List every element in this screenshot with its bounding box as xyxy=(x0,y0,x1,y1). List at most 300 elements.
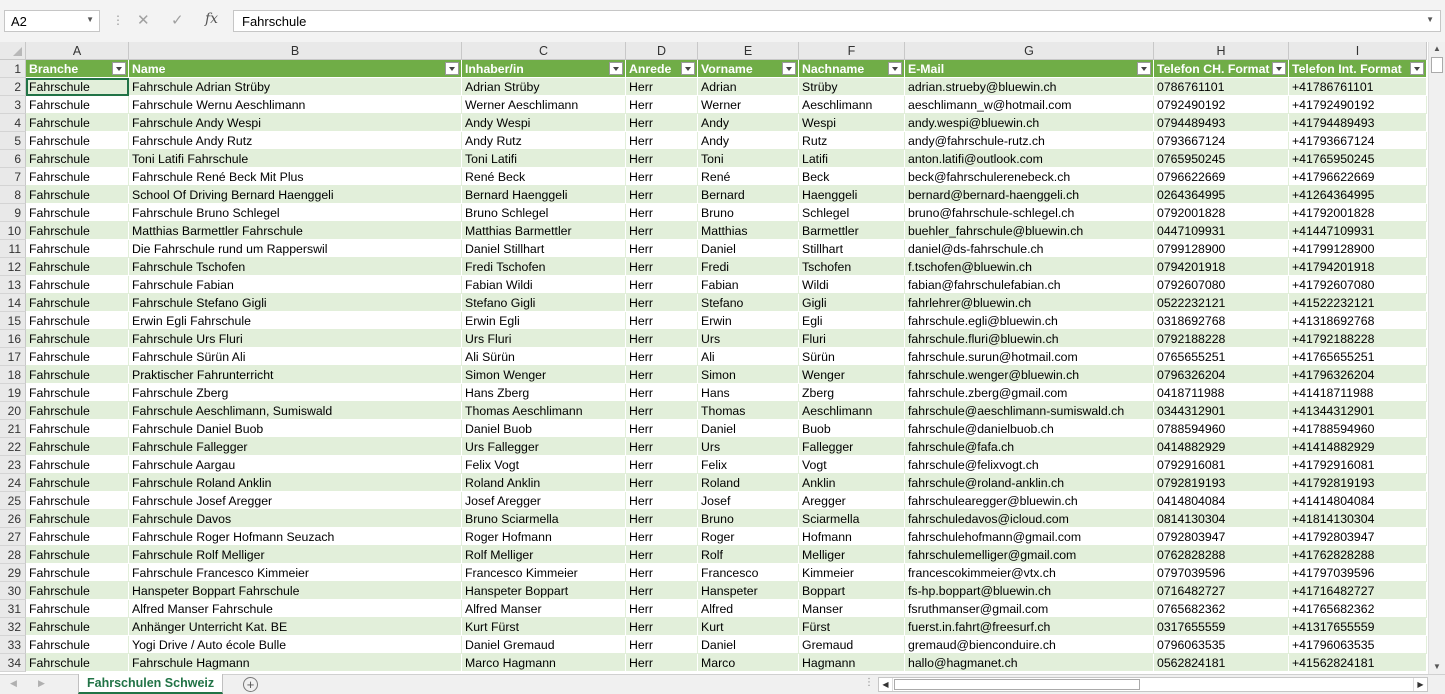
cell-h10[interactable]: 0447109931 xyxy=(1154,222,1289,240)
cell-g23[interactable]: fahrschule@felixvogt.ch xyxy=(905,456,1154,474)
cell-f30[interactable]: Boppart xyxy=(799,582,905,600)
row-number[interactable]: 29 xyxy=(0,564,26,582)
cell-i23[interactable]: +41792916081 xyxy=(1289,456,1427,474)
cell-e7[interactable]: René xyxy=(698,168,799,186)
cell-c3[interactable]: Werner Aeschlimann xyxy=(462,96,626,114)
cell-c7[interactable]: René Beck xyxy=(462,168,626,186)
cell-b31[interactable]: Alfred Manser Fahrschule xyxy=(129,600,462,618)
row-number[interactable]: 9 xyxy=(0,204,26,222)
cell-c19[interactable]: Hans Zberg xyxy=(462,384,626,402)
cell-a17[interactable]: Fahrschule xyxy=(26,348,129,366)
header-cell-e-mail[interactable] xyxy=(905,60,1154,78)
row-number[interactable]: 2 xyxy=(0,78,26,96)
spreadsheet-grid[interactable] xyxy=(0,42,1428,674)
row-number[interactable]: 20 xyxy=(0,402,26,420)
scroll-right-icon[interactable]: ▶ xyxy=(1413,678,1427,691)
row-number[interactable]: 1 xyxy=(0,60,26,78)
cell-i13[interactable]: +41792607080 xyxy=(1289,276,1427,294)
cell-c29[interactable]: Francesco Kimmeier xyxy=(462,564,626,582)
cell-i8[interactable]: +41264364995 xyxy=(1289,186,1427,204)
cell-a9[interactable]: Fahrschule xyxy=(26,204,129,222)
cell-b15[interactable]: Erwin Egli Fahrschule xyxy=(129,312,462,330)
cell-b29[interactable]: Fahrschule Francesco Kimmeier xyxy=(129,564,462,582)
cell-b8[interactable]: School Of Driving Bernard Haenggeli xyxy=(129,186,462,204)
cell-a11[interactable]: Fahrschule xyxy=(26,240,129,258)
row-number[interactable]: 18 xyxy=(0,366,26,384)
name-box[interactable] xyxy=(4,10,100,32)
cell-b20[interactable]: Fahrschule Aeschlimann, Sumiswald xyxy=(129,402,462,420)
cell-a16[interactable]: Fahrschule xyxy=(26,330,129,348)
cell-g26[interactable]: fahrschuledavos@icloud.com xyxy=(905,510,1154,528)
cell-h18[interactable]: 0796326204 xyxy=(1154,366,1289,384)
cell-d20[interactable]: Herr xyxy=(626,402,698,420)
cell-d3[interactable]: Herr xyxy=(626,96,698,114)
cell-g18[interactable]: fahrschule.wenger@bluewin.ch xyxy=(905,366,1154,384)
cell-c21[interactable]: Daniel Buob xyxy=(462,420,626,438)
column-header-f[interactable]: F xyxy=(799,42,905,60)
cell-i15[interactable]: +41318692768 xyxy=(1289,312,1427,330)
cell-e3[interactable]: Werner xyxy=(698,96,799,114)
cell-c30[interactable]: Hanspeter Boppart xyxy=(462,582,626,600)
cell-e20[interactable]: Thomas xyxy=(698,402,799,420)
cell-i27[interactable]: +41792803947 xyxy=(1289,528,1427,546)
cell-h26[interactable]: 0814130304 xyxy=(1154,510,1289,528)
cell-g8[interactable]: bernard@bernard-haenggeli.ch xyxy=(905,186,1154,204)
row-number[interactable]: 3 xyxy=(0,96,26,114)
cell-d5[interactable]: Herr xyxy=(626,132,698,150)
cell-i31[interactable]: +41765682362 xyxy=(1289,600,1427,618)
cell-g21[interactable]: fahrschule@danielbuob.ch xyxy=(905,420,1154,438)
cell-g34[interactable]: hallo@hagmanet.ch xyxy=(905,654,1154,672)
cell-i26[interactable]: +41814130304 xyxy=(1289,510,1427,528)
cell-d34[interactable]: Herr xyxy=(626,654,698,672)
row-number[interactable]: 21 xyxy=(0,420,26,438)
cell-h27[interactable]: 0792803947 xyxy=(1154,528,1289,546)
cell-e11[interactable]: Daniel xyxy=(698,240,799,258)
filter-dropdown-icon[interactable] xyxy=(681,62,695,75)
cell-d6[interactable]: Herr xyxy=(626,150,698,168)
cell-e34[interactable]: Marco xyxy=(698,654,799,672)
header-cell-telefon-ch-format[interactable] xyxy=(1154,60,1289,78)
cell-i2[interactable]: +41786761101 xyxy=(1289,78,1427,96)
cell-c18[interactable]: Simon Wenger xyxy=(462,366,626,384)
cell-i4[interactable]: +41794489493 xyxy=(1289,114,1427,132)
cell-f17[interactable]: Sürün xyxy=(799,348,905,366)
cell-a27[interactable]: Fahrschule xyxy=(26,528,129,546)
row-number[interactable]: 31 xyxy=(0,600,26,618)
cell-f10[interactable]: Barmettler xyxy=(799,222,905,240)
cell-i3[interactable]: +41792490192 xyxy=(1289,96,1427,114)
cell-h28[interactable]: 0762828288 xyxy=(1154,546,1289,564)
cell-c20[interactable]: Thomas Aeschlimann xyxy=(462,402,626,420)
cell-d19[interactable]: Herr xyxy=(626,384,698,402)
cell-g14[interactable]: fahrlehrer@bluewin.ch xyxy=(905,294,1154,312)
cell-e25[interactable]: Josef xyxy=(698,492,799,510)
cell-a21[interactable]: Fahrschule xyxy=(26,420,129,438)
cell-h16[interactable]: 0792188228 xyxy=(1154,330,1289,348)
cell-h33[interactable]: 0796063535 xyxy=(1154,636,1289,654)
cell-g22[interactable]: fahrschule@fafa.ch xyxy=(905,438,1154,456)
cell-h20[interactable]: 0344312901 xyxy=(1154,402,1289,420)
cell-d4[interactable]: Herr xyxy=(626,114,698,132)
cell-g31[interactable]: fsruthmanser@gmail.com xyxy=(905,600,1154,618)
cell-c34[interactable]: Marco Hagmann xyxy=(462,654,626,672)
cell-i25[interactable]: +41414804084 xyxy=(1289,492,1427,510)
cell-e29[interactable]: Francesco xyxy=(698,564,799,582)
cell-h24[interactable]: 0792819193 xyxy=(1154,474,1289,492)
cell-c2[interactable]: Adrian Strüby xyxy=(462,78,626,96)
cell-d31[interactable]: Herr xyxy=(626,600,698,618)
cell-i9[interactable]: +41792001828 xyxy=(1289,204,1427,222)
filter-dropdown-icon[interactable] xyxy=(609,62,623,75)
cell-c10[interactable]: Matthias Barmettler xyxy=(462,222,626,240)
cell-c32[interactable]: Kurt Fürst xyxy=(462,618,626,636)
cell-d25[interactable]: Herr xyxy=(626,492,698,510)
cell-d16[interactable]: Herr xyxy=(626,330,698,348)
cell-b4[interactable]: Fahrschule Andy Wespi xyxy=(129,114,462,132)
row-number[interactable]: 7 xyxy=(0,168,26,186)
prev-sheet-icon[interactable]: ◀ xyxy=(10,678,17,688)
cell-e19[interactable]: Hans xyxy=(698,384,799,402)
cell-h13[interactable]: 0792607080 xyxy=(1154,276,1289,294)
filter-dropdown-icon[interactable] xyxy=(1272,62,1286,75)
cell-f3[interactable]: Aeschlimann xyxy=(799,96,905,114)
horizontal-scroll-thumb[interactable] xyxy=(894,679,1140,690)
row-number[interactable]: 24 xyxy=(0,474,26,492)
row-number[interactable]: 16 xyxy=(0,330,26,348)
cell-i34[interactable]: +41562824181 xyxy=(1289,654,1427,672)
cell-i16[interactable]: +41792188228 xyxy=(1289,330,1427,348)
row-number[interactable]: 6 xyxy=(0,150,26,168)
cell-c4[interactable]: Andy Wespi xyxy=(462,114,626,132)
cell-b33[interactable]: Yogi Drive / Auto école Bulle xyxy=(129,636,462,654)
cell-b28[interactable]: Fahrschule Rolf Melliger xyxy=(129,546,462,564)
cell-b6[interactable]: Toni Latifi Fahrschule xyxy=(129,150,462,168)
cell-g24[interactable]: fahrschule@roland-anklin.ch xyxy=(905,474,1154,492)
cell-f18[interactable]: Wenger xyxy=(799,366,905,384)
row-number[interactable]: 13 xyxy=(0,276,26,294)
cell-d22[interactable]: Herr xyxy=(626,438,698,456)
cell-i12[interactable]: +41794201918 xyxy=(1289,258,1427,276)
cell-b22[interactable]: Fahrschule Fallegger xyxy=(129,438,462,456)
cell-g7[interactable]: beck@fahrschulerenebeck.ch xyxy=(905,168,1154,186)
cell-b24[interactable]: Fahrschule Roland Anklin xyxy=(129,474,462,492)
cell-i33[interactable]: +41796063535 xyxy=(1289,636,1427,654)
cell-f28[interactable]: Melliger xyxy=(799,546,905,564)
filter-dropdown-icon[interactable] xyxy=(1410,62,1424,75)
cell-e22[interactable]: Urs xyxy=(698,438,799,456)
cell-a30[interactable]: Fahrschule xyxy=(26,582,129,600)
cell-f24[interactable]: Anklin xyxy=(799,474,905,492)
cell-g6[interactable]: anton.latifi@outlook.com xyxy=(905,150,1154,168)
cell-a4[interactable]: Fahrschule xyxy=(26,114,129,132)
cell-g12[interactable]: f.tschofen@bluewin.ch xyxy=(905,258,1154,276)
cell-i24[interactable]: +41792819193 xyxy=(1289,474,1427,492)
cell-h25[interactable]: 0414804084 xyxy=(1154,492,1289,510)
cell-i7[interactable]: +41796622669 xyxy=(1289,168,1427,186)
cell-b26[interactable]: Fahrschule Davos xyxy=(129,510,462,528)
cell-c8[interactable]: Bernard Haenggeli xyxy=(462,186,626,204)
cell-g27[interactable]: fahrschulehofmann@gmail.com xyxy=(905,528,1154,546)
cell-f33[interactable]: Gremaud xyxy=(799,636,905,654)
cell-e15[interactable]: Erwin xyxy=(698,312,799,330)
cell-a7[interactable]: Fahrschule xyxy=(26,168,129,186)
cell-h17[interactable]: 0765655251 xyxy=(1154,348,1289,366)
row-number[interactable]: 34 xyxy=(0,654,26,672)
cell-c13[interactable]: Fabian Wildi xyxy=(462,276,626,294)
scroll-down-icon[interactable]: ▼ xyxy=(1433,662,1441,671)
cell-b21[interactable]: Fahrschule Daniel Buob xyxy=(129,420,462,438)
cell-g17[interactable]: fahrschule.surun@hotmail.com xyxy=(905,348,1154,366)
cell-f34[interactable]: Hagmann xyxy=(799,654,905,672)
header-cell-name[interactable] xyxy=(129,60,462,78)
row-number[interactable]: 33 xyxy=(0,636,26,654)
cell-e4[interactable]: Andy xyxy=(698,114,799,132)
cell-c16[interactable]: Urs Fluri xyxy=(462,330,626,348)
cell-h32[interactable]: 0317655559 xyxy=(1154,618,1289,636)
header-cell-nachname[interactable] xyxy=(799,60,905,78)
cell-h6[interactable]: 0765950245 xyxy=(1154,150,1289,168)
cell-a18[interactable]: Fahrschule xyxy=(26,366,129,384)
cell-f13[interactable]: Wildi xyxy=(799,276,905,294)
cell-h2[interactable]: 0786761101 xyxy=(1154,78,1289,96)
cell-d10[interactable]: Herr xyxy=(626,222,698,240)
column-header-i[interactable]: I xyxy=(1289,42,1427,60)
row-number[interactable]: 23 xyxy=(0,456,26,474)
cell-c28[interactable]: Rolf Melliger xyxy=(462,546,626,564)
cell-b16[interactable]: Fahrschule Urs Fluri xyxy=(129,330,462,348)
cell-i19[interactable]: +41418711988 xyxy=(1289,384,1427,402)
filter-dropdown-icon[interactable] xyxy=(888,62,902,75)
cell-e6[interactable]: Toni xyxy=(698,150,799,168)
cell-h12[interactable]: 0794201918 xyxy=(1154,258,1289,276)
header-cell-anrede[interactable] xyxy=(626,60,698,78)
cell-d2[interactable]: Herr xyxy=(626,78,698,96)
column-header-h[interactable]: H xyxy=(1154,42,1289,60)
cell-f26[interactable]: Sciarmella xyxy=(799,510,905,528)
cell-e12[interactable]: Fredi xyxy=(698,258,799,276)
cell-f16[interactable]: Fluri xyxy=(799,330,905,348)
cell-h21[interactable]: 0788594960 xyxy=(1154,420,1289,438)
cell-c11[interactable]: Daniel Stillhart xyxy=(462,240,626,258)
cell-i32[interactable]: +41317655559 xyxy=(1289,618,1427,636)
cell-c24[interactable]: Roland Anklin xyxy=(462,474,626,492)
cell-f4[interactable]: Wespi xyxy=(799,114,905,132)
column-header-e[interactable]: E xyxy=(698,42,799,60)
cell-a20[interactable]: Fahrschule xyxy=(26,402,129,420)
cell-f31[interactable]: Manser xyxy=(799,600,905,618)
cell-f32[interactable]: Fürst xyxy=(799,618,905,636)
cell-h19[interactable]: 0418711988 xyxy=(1154,384,1289,402)
cell-g9[interactable]: bruno@fahrschule-schlegel.ch xyxy=(905,204,1154,222)
cell-a23[interactable]: Fahrschule xyxy=(26,456,129,474)
cell-g33[interactable]: gremaud@bienconduire.ch xyxy=(905,636,1154,654)
cell-a2[interactable]: Fahrschule xyxy=(26,78,129,96)
cell-d15[interactable]: Herr xyxy=(626,312,698,330)
cell-e28[interactable]: Rolf xyxy=(698,546,799,564)
row-number[interactable]: 19 xyxy=(0,384,26,402)
cell-b30[interactable]: Hanspeter Boppart Fahrschule xyxy=(129,582,462,600)
row-number[interactable]: 32 xyxy=(0,618,26,636)
cell-a26[interactable]: Fahrschule xyxy=(26,510,129,528)
cell-f7[interactable]: Beck xyxy=(799,168,905,186)
scroll-left-icon[interactable]: ◀ xyxy=(879,678,893,691)
cell-a3[interactable]: Fahrschule xyxy=(26,96,129,114)
next-sheet-icon[interactable]: ▶ xyxy=(38,678,45,688)
header-cell-inhaber-in[interactable] xyxy=(462,60,626,78)
cell-g32[interactable]: fuerst.in.fahrt@freesurf.ch xyxy=(905,618,1154,636)
cell-d33[interactable]: Herr xyxy=(626,636,698,654)
column-header-a[interactable]: A xyxy=(26,42,129,60)
cell-e30[interactable]: Hanspeter xyxy=(698,582,799,600)
cell-f21[interactable]: Buob xyxy=(799,420,905,438)
row-number[interactable]: 30 xyxy=(0,582,26,600)
cell-a29[interactable]: Fahrschule xyxy=(26,564,129,582)
cell-d7[interactable]: Herr xyxy=(626,168,698,186)
cell-f9[interactable]: Schlegel xyxy=(799,204,905,222)
cell-e17[interactable]: Ali xyxy=(698,348,799,366)
cell-b27[interactable]: Fahrschule Roger Hofmann Seuzach xyxy=(129,528,462,546)
cell-e18[interactable]: Simon xyxy=(698,366,799,384)
cell-b17[interactable]: Fahrschule Sürün Ali xyxy=(129,348,462,366)
cell-a28[interactable]: Fahrschule xyxy=(26,546,129,564)
cell-d18[interactable]: Herr xyxy=(626,366,698,384)
cell-e9[interactable]: Bruno xyxy=(698,204,799,222)
cell-d26[interactable]: Herr xyxy=(626,510,698,528)
cell-b34[interactable]: Fahrschule Hagmann xyxy=(129,654,462,672)
cell-h23[interactable]: 0792916081 xyxy=(1154,456,1289,474)
cell-f2[interactable]: Strüby xyxy=(799,78,905,96)
cell-h7[interactable]: 0796622669 xyxy=(1154,168,1289,186)
cell-d23[interactable]: Herr xyxy=(626,456,698,474)
select-all-button[interactable] xyxy=(0,42,26,60)
cell-e16[interactable]: Urs xyxy=(698,330,799,348)
cell-c23[interactable]: Felix Vogt xyxy=(462,456,626,474)
cell-b14[interactable]: Fahrschule Stefano Gigli xyxy=(129,294,462,312)
row-number[interactable]: 25 xyxy=(0,492,26,510)
enter-icon[interactable]: ✓ xyxy=(171,12,184,29)
cell-f12[interactable]: Tschofen xyxy=(799,258,905,276)
cell-f14[interactable]: Gigli xyxy=(799,294,905,312)
add-sheet-button[interactable]: + xyxy=(243,677,258,692)
cell-d11[interactable]: Herr xyxy=(626,240,698,258)
cell-i22[interactable]: +41414882929 xyxy=(1289,438,1427,456)
chevron-down-icon[interactable]: ▼ xyxy=(86,15,94,24)
cell-a8[interactable]: Fahrschule xyxy=(26,186,129,204)
cell-i17[interactable]: +41765655251 xyxy=(1289,348,1427,366)
cell-g29[interactable]: francescokimmeier@vtx.ch xyxy=(905,564,1154,582)
cell-e33[interactable]: Daniel xyxy=(698,636,799,654)
cell-g25[interactable]: fahrschulearegger@bluewin.ch xyxy=(905,492,1154,510)
cell-f8[interactable]: Haenggeli xyxy=(799,186,905,204)
cell-e5[interactable]: Andy xyxy=(698,132,799,150)
cell-c5[interactable]: Andy Rutz xyxy=(462,132,626,150)
cell-g10[interactable]: buehler_fahrschule@bluewin.ch xyxy=(905,222,1154,240)
cell-c31[interactable]: Alfred Manser xyxy=(462,600,626,618)
cell-b10[interactable]: Matthias Barmettler Fahrschule xyxy=(129,222,462,240)
cell-g30[interactable]: fs-hp.boppart@bluewin.ch xyxy=(905,582,1154,600)
row-number[interactable]: 14 xyxy=(0,294,26,312)
row-number[interactable]: 11 xyxy=(0,240,26,258)
formula-input[interactable] xyxy=(233,10,1441,32)
cell-h34[interactable]: 0562824181 xyxy=(1154,654,1289,672)
row-number[interactable]: 22 xyxy=(0,438,26,456)
row-number[interactable]: 17 xyxy=(0,348,26,366)
cell-f20[interactable]: Aeschlimann xyxy=(799,402,905,420)
cell-f5[interactable]: Rutz xyxy=(799,132,905,150)
cell-a14[interactable]: Fahrschule xyxy=(26,294,129,312)
cell-h5[interactable]: 0793667124 xyxy=(1154,132,1289,150)
cell-h29[interactable]: 0797039596 xyxy=(1154,564,1289,582)
cell-d17[interactable]: Herr xyxy=(626,348,698,366)
cell-f23[interactable]: Vogt xyxy=(799,456,905,474)
column-header-d[interactable]: D xyxy=(626,42,698,60)
cell-c15[interactable]: Erwin Egli xyxy=(462,312,626,330)
cell-d14[interactable]: Herr xyxy=(626,294,698,312)
cell-e14[interactable]: Stefano xyxy=(698,294,799,312)
cell-a12[interactable]: Fahrschule xyxy=(26,258,129,276)
sheet-tab-fahrschulen-schweiz[interactable]: Fahrschulen Schweiz xyxy=(78,674,223,694)
cell-d21[interactable]: Herr xyxy=(626,420,698,438)
row-number[interactable]: 5 xyxy=(0,132,26,150)
header-cell-branche[interactable] xyxy=(26,60,129,78)
cell-a13[interactable]: Fahrschule xyxy=(26,276,129,294)
cell-i6[interactable]: +41765950245 xyxy=(1289,150,1427,168)
cell-e26[interactable]: Bruno xyxy=(698,510,799,528)
row-number[interactable]: 4 xyxy=(0,114,26,132)
cell-b18[interactable]: Praktischer Fahrunterricht xyxy=(129,366,462,384)
row-number[interactable]: 15 xyxy=(0,312,26,330)
cell-b7[interactable]: Fahrschule René Beck Mit Plus xyxy=(129,168,462,186)
cell-f25[interactable]: Aregger xyxy=(799,492,905,510)
cell-h11[interactable]: 0799128900 xyxy=(1154,240,1289,258)
cell-b19[interactable]: Fahrschule Zberg xyxy=(129,384,462,402)
cell-f22[interactable]: Fallegger xyxy=(799,438,905,456)
cell-g2[interactable]: adrian.strueby@bluewin.ch xyxy=(905,78,1154,96)
insert-function-button[interactable]: fx xyxy=(205,11,219,27)
cell-h8[interactable]: 0264364995 xyxy=(1154,186,1289,204)
cell-g5[interactable]: andy@fahrschule-rutz.ch xyxy=(905,132,1154,150)
vertical-scroll-thumb[interactable] xyxy=(1431,57,1443,73)
cell-h4[interactable]: 0794489493 xyxy=(1154,114,1289,132)
cell-b11[interactable]: Die Fahrschule rund um Rapperswil xyxy=(129,240,462,258)
cell-g15[interactable]: fahrschule.egli@bluewin.ch xyxy=(905,312,1154,330)
cell-i21[interactable]: +41788594960 xyxy=(1289,420,1427,438)
cell-f19[interactable]: Zberg xyxy=(799,384,905,402)
cell-i20[interactable]: +41344312901 xyxy=(1289,402,1427,420)
cell-b32[interactable]: Anhänger Unterricht Kat. BE xyxy=(129,618,462,636)
cell-a19[interactable]: Fahrschule xyxy=(26,384,129,402)
cell-d27[interactable]: Herr xyxy=(626,528,698,546)
header-cell-telefon-int-format[interactable] xyxy=(1289,60,1427,78)
cell-e21[interactable]: Daniel xyxy=(698,420,799,438)
cell-f6[interactable]: Latifi xyxy=(799,150,905,168)
cell-c17[interactable]: Ali Sürün xyxy=(462,348,626,366)
cell-a31[interactable]: Fahrschule xyxy=(26,600,129,618)
cell-e8[interactable]: Bernard xyxy=(698,186,799,204)
cell-b3[interactable]: Fahrschule Wernu Aeschlimann xyxy=(129,96,462,114)
cell-i14[interactable]: +41522232121 xyxy=(1289,294,1427,312)
cell-h15[interactable]: 0318692768 xyxy=(1154,312,1289,330)
cell-e10[interactable]: Matthias xyxy=(698,222,799,240)
cancel-icon[interactable]: ✕ xyxy=(137,12,150,29)
row-number[interactable]: 8 xyxy=(0,186,26,204)
cell-b5[interactable]: Fahrschule Andy Rutz xyxy=(129,132,462,150)
column-header-c[interactable]: C xyxy=(462,42,626,60)
cell-d24[interactable]: Herr xyxy=(626,474,698,492)
cell-c6[interactable]: Toni Latifi xyxy=(462,150,626,168)
tab-splitter-icon[interactable]: ⋮ xyxy=(864,677,874,688)
